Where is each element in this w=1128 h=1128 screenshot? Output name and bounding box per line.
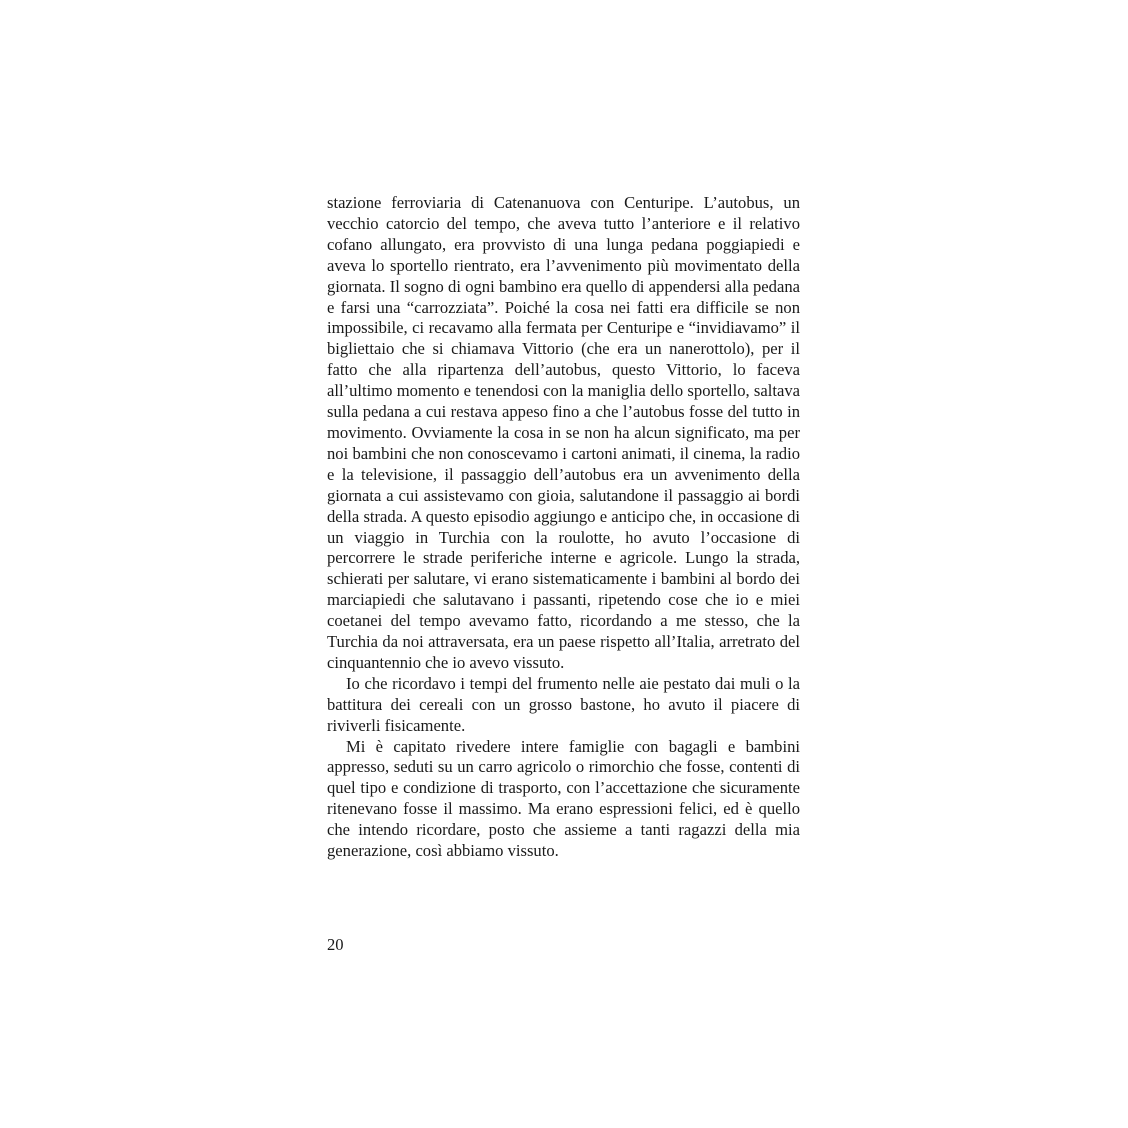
body-text: [327, 193, 800, 862]
page-number: 20: [327, 935, 344, 954]
paragraph: Io che ricordavo i tempi del frumento nelle aie pestato dai muli o la battitura dei cereali con un grosso bastone, ho avuto il piacere di riviverli fisicamente.: [327, 673, 800, 735]
paragraph-continued: stazione ferroviaria di Catenanuova con Centuripe. L’autobus, un vecchio catorcio del tempo, che aveva tutto l’anteriore e il relativo cofano allungato, era provvisto di una lunga pedana poggiapiedi e aveva lo sportello rientrato, era l’avvenimento più movimentato della giornata. Il sogno di ogni bambino era quello di appendersi alla pedana e farsi una “carrozziata”. Poiché la cosa nei fatti era difficile se non impossibile, ci recavamo alla fermata per Centuripe e “invidiavamo” il bigliettaio che si chiamava Vittorio (che era un nanerottolo), per il fatto che alla ripartenza dell’autobus, questo Vittorio, lo faceva all’ultimo momento e tenendosi con la maniglia dello sportello, saltava sulla pedana a cui restava appeso fino a che l’autobus fosse del tutto in movimento. Ovviamente la cosa in se non ha alcun significato, ma per noi bambini che non conoscevamo i cartoni animati, il cinema, la radio e la televisione, il passaggio dell’autobus era un avvenimento della giornata a cui assistevamo con gioia, salutandone il passaggio ai bordi della strada. A questo episodio aggiungo e anticipo che, in occasione di un viaggio in Turchia con la roulotte, ho avuto l’occasione di percorrere le strade periferiche interne e agricole. Lungo la strada, schierati per salutare, vi erano sistematicamente i bambini al bordo dei marciapiedi che salutavano i passanti, ripetendo cose che io e miei coetanei del tempo avevamo fatto, ricordando a me stesso, che la Turchia da noi attraversata, era un paese rispetto all’Italia, arretrato del cinquantennio che io avevo vissuto.: [327, 193, 800, 672]
paragraph: Mi è capitato rivedere intere famiglie con bagagli e bambini appresso, seduti su un carro agricolo o rimorchio che fosse, contenti di quel tipo e condizione di trasporto, con l’accettazione che sicuramente ritenevano fosse il massimo. Ma erano espressioni felici, ed è quello che intendo ricordare, posto che assieme a tanti ragazzi della mia generazione, così abbiamo vissuto.: [327, 736, 800, 861]
